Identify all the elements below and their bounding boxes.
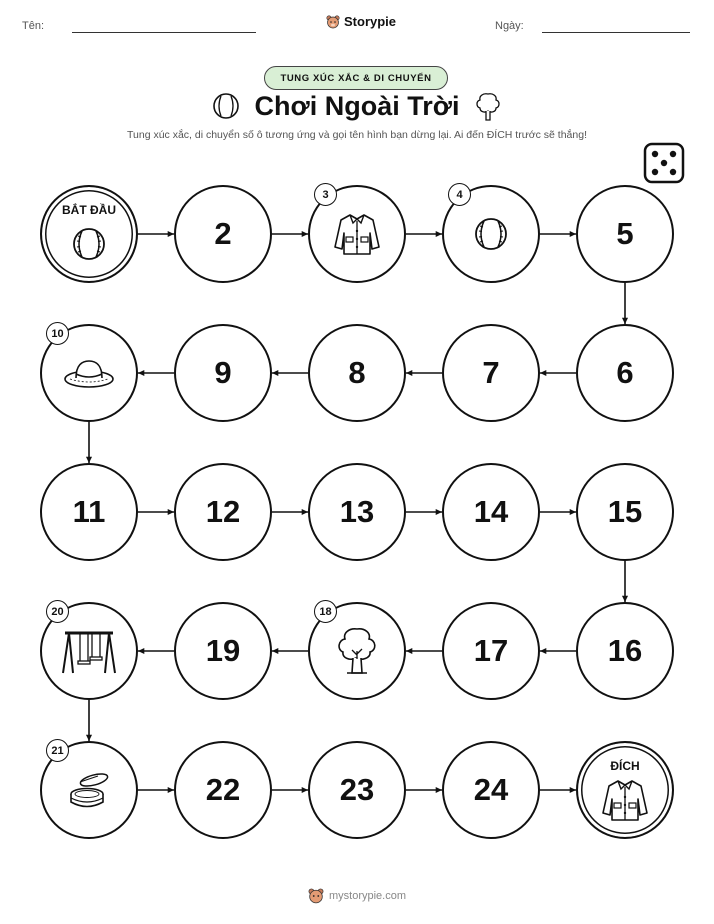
board-space-23[interactable] xyxy=(308,741,406,839)
arrowhead xyxy=(272,648,278,654)
name-label: Tên: xyxy=(22,20,45,32)
board-space-24[interactable] xyxy=(442,741,540,839)
bear-logo-icon xyxy=(308,888,324,904)
space-number: 12 xyxy=(205,494,241,529)
board-space-8[interactable] xyxy=(308,324,406,422)
board-space-6[interactable] xyxy=(576,324,674,422)
space-number: 19 xyxy=(205,633,241,668)
board-space-22[interactable] xyxy=(174,741,272,839)
space-number: 7 xyxy=(482,355,500,390)
space-number-badge: 4 xyxy=(448,183,471,206)
space-number: 11 xyxy=(72,494,106,529)
finish-space[interactable] xyxy=(576,741,674,839)
title-text: Chơi Ngoài Trời xyxy=(254,90,460,121)
baseball-icon xyxy=(471,214,511,254)
board-space-7[interactable] xyxy=(442,324,540,422)
space-number-badge: 3 xyxy=(314,183,337,206)
space-number: 16 xyxy=(607,633,643,668)
jacket-icon xyxy=(333,211,381,257)
arrowhead xyxy=(138,370,144,376)
brand-name: Storypie xyxy=(344,14,397,29)
space-number-badge: 18 xyxy=(314,600,337,623)
board-space-16[interactable] xyxy=(576,602,674,700)
jacket-icon xyxy=(601,777,649,823)
start-label: BẮT ĐẦU xyxy=(62,203,116,217)
board-space-17[interactable] xyxy=(442,602,540,700)
space-number-badge: 20 xyxy=(46,600,69,623)
space-number: 5 xyxy=(616,216,634,251)
instructions: Tung xúc xắc, di chuyển số ô tương ứng và gọi tên hình bạn dừng lại. Ai đến ĐÍCH trước sẽ thắng! xyxy=(126,129,587,141)
arrowhead xyxy=(138,648,144,654)
tree-icon xyxy=(332,625,382,677)
date-label: Ngày: xyxy=(495,20,524,32)
space-number: 8 xyxy=(348,355,366,390)
board-space-15[interactable] xyxy=(576,463,674,561)
sun-hat-icon xyxy=(62,355,116,391)
finish-label: ĐÍCH xyxy=(610,759,640,773)
space-number: 14 xyxy=(473,494,509,529)
start-space[interactable] xyxy=(40,185,138,283)
footer-site: mystorypie.com xyxy=(328,890,407,902)
board-space-5[interactable] xyxy=(576,185,674,283)
footer xyxy=(0,888,714,904)
arrowhead xyxy=(540,370,546,376)
space-number: 9 xyxy=(214,355,232,390)
space-number: 22 xyxy=(205,772,241,807)
cream-jar-icon xyxy=(66,770,112,810)
arrowhead xyxy=(272,370,278,376)
space-number: 2 xyxy=(214,216,232,251)
space-number: 24 xyxy=(473,772,509,807)
board-space-12[interactable] xyxy=(174,463,272,561)
space-number: 13 xyxy=(339,494,375,529)
space-number: 15 xyxy=(607,494,643,529)
board-space-13[interactable] xyxy=(308,463,406,561)
board-space-14[interactable] xyxy=(442,463,540,561)
space-number: 23 xyxy=(339,772,375,807)
board-space-11[interactable] xyxy=(40,463,138,561)
board-space-2[interactable] xyxy=(174,185,272,283)
space-number: 6 xyxy=(616,355,634,390)
swing-icon xyxy=(61,627,117,675)
arrowhead xyxy=(406,370,412,376)
space-number-badge: 10 xyxy=(46,322,69,345)
space-number: 17 xyxy=(473,633,509,668)
board-space-19[interactable] xyxy=(174,602,272,700)
baseball-icon xyxy=(69,224,109,264)
activity-badge: TUNG XÚC XẮC & DI CHUYỂN xyxy=(264,66,448,90)
arrowhead xyxy=(540,648,546,654)
space-number-badge: 21 xyxy=(46,739,69,762)
board-space-9[interactable] xyxy=(174,324,272,422)
arrowhead xyxy=(406,648,412,654)
